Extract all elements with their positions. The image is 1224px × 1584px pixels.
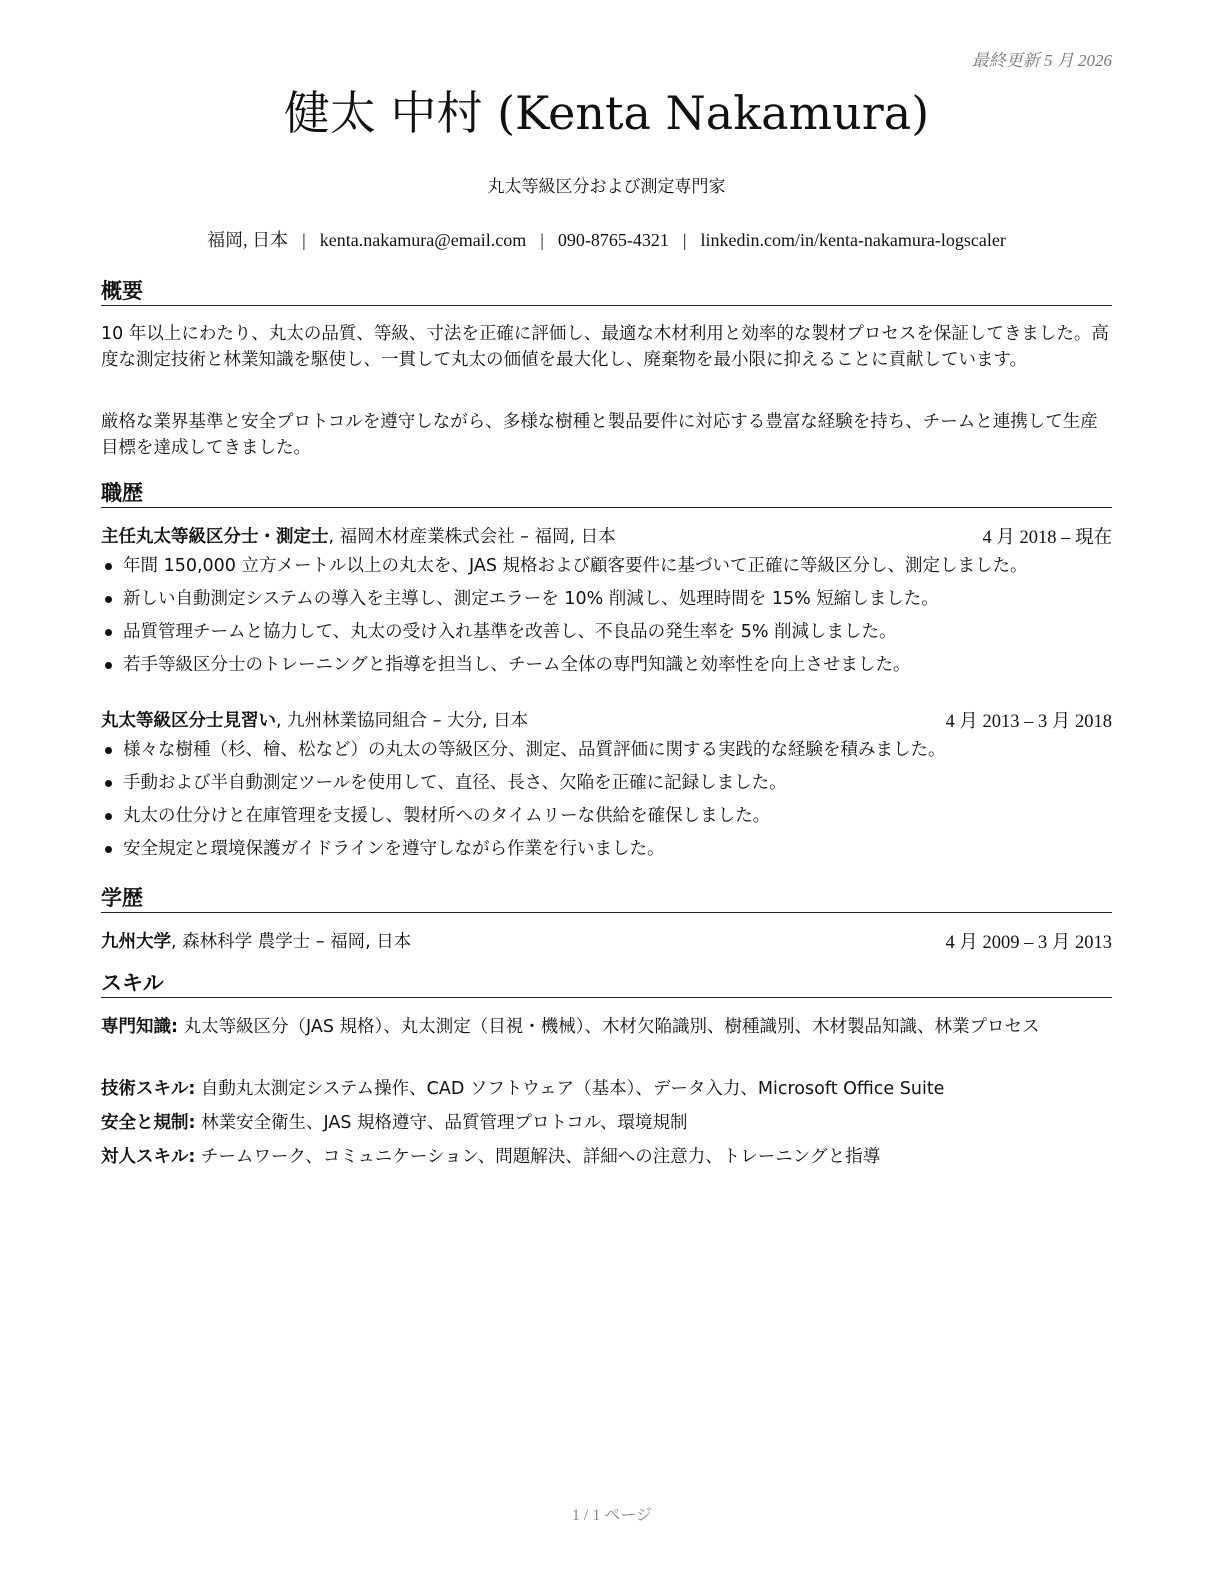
education-school: 九州大学 <box>101 932 171 952</box>
skill-row <box>101 1014 1112 1040</box>
contact-separator: | <box>682 230 687 250</box>
skill-row <box>101 1110 1112 1136</box>
list-item: 品質管理チームと協力して、丸太の受け入れ基準を改善し、不良品の発生率を 5% 削減しました。 <box>101 619 1112 652</box>
candidate-name: 健太 中村 (Kenta Nakamura) <box>283 86 930 140</box>
list-item: 丸太の仕分けと在庫管理を支援し、製材所へのタイムリーな供給を確保しました。 <box>101 803 1112 836</box>
job-header <box>101 523 1112 549</box>
education-dates: 4 月 2009 – 3 月 2013 <box>945 933 1112 953</box>
list-item: 年間 150,000 立方メートル以上の丸太を、JAS 規格および顧客要件に基づいて正確に等級区分し、測定しました。 <box>101 553 1112 586</box>
candidate-headline: 丸太等級区分および測定専門家 <box>487 177 726 197</box>
contact-separator: | <box>302 230 306 250</box>
skill-value: 丸太等級区分（JAS 規格）、丸太測定（目視・機械）、木材欠陥識別、樹種識別、木材製品知識、林業プロセス <box>178 1017 1040 1037</box>
list-item: 若手等級区分士のトレーニングと指導を担当し、チーム全体の専門知識と効率性を向上させました。 <box>101 652 1112 685</box>
contact-line <box>101 226 1112 252</box>
page-indicator: 1 / 1 ページ <box>571 1507 653 1524</box>
job-dates: 4 月 2018 – 現在 <box>982 528 1112 548</box>
skill-value: チームワーク、コミュニケーション、問題解決、詳細への注意力、トレーニングと指導 <box>195 1147 881 1167</box>
contact-separator: | <box>540 230 544 250</box>
summary-paragraph: 10 年以上にわたり、丸太の品質、等級、寸法を正確に評価し、最適な木材利用と効率的な製材プロセスを保証してきました。高度な測定技術と林業知識を駆使し、一貫して丸太の価値を最大化し、廃棄物を最小限に抑えることに貢献しています。 <box>101 324 1109 370</box>
list-item: 様々な樹種（杉、檜、松など）の丸太の等級区分、測定、品質評価に関する実践的な経験を積みました。 <box>101 737 1112 770</box>
section-title-experience: 職歴 <box>101 480 1112 508</box>
skill-value: 自動丸太測定システム操作、CAD ソフトウェア（基本）、データ入力、Microsoft Office Suite <box>195 1079 945 1099</box>
contact-linkedin-link[interactable]: linkedin.com/in/kenta-nakamura-logscaler <box>700 230 1006 250</box>
section-title-education: 学歴 <box>101 885 1112 913</box>
job-organization: , 九州林業協同組合 – 大分, 日本 <box>276 711 529 731</box>
last-updated-date: 最終更新 5 月 2026 <box>971 51 1112 70</box>
contact-email-link[interactable]: kenta.nakamura@email.com <box>319 230 527 250</box>
section-title-summary: 概要 <box>101 278 1112 306</box>
section-title-skills: スキル <box>101 970 1112 998</box>
skill-row <box>101 1144 1112 1170</box>
skill-value: 林業安全衛生、JAS 規格遵守、品質管理プロトコル、環境規制 <box>195 1113 688 1133</box>
job-dates: 4 月 2013 – 3 月 2018 <box>945 712 1112 732</box>
skill-label: 技術スキル: <box>101 1079 196 1099</box>
skill-label: 安全と規制: <box>101 1113 196 1133</box>
skill-label: 対人スキル: <box>101 1147 196 1167</box>
list-item: 新しい自動測定システムの導入を主導し、測定エラーを 10% 削減し、処理時間を 15% 短縮しました。 <box>101 586 1112 619</box>
job-organization: , 福岡木材産業株式会社 – 福岡, 日本 <box>328 527 616 547</box>
job-bullet-list <box>101 553 1112 685</box>
education-degree: , 森林科学 農学士 – 福岡, 日本 <box>171 932 412 952</box>
skill-row <box>101 1076 1112 1102</box>
list-item: 安全規定と環境保護ガイドラインを遵守しながら作業を行いました。 <box>101 836 1112 869</box>
job-role: 丸太等級区分士見習い <box>101 711 276 731</box>
contact-location: 福岡, 日本 <box>207 230 289 250</box>
job-role: 主任丸太等級区分士・測定士 <box>101 527 329 547</box>
education-entry <box>101 928 1112 954</box>
list-item: 手動および半自動測定ツールを使用して、直径、長さ、欠陥を正確に記録しました。 <box>101 770 1112 803</box>
job-header <box>101 707 1112 733</box>
contact-phone: 090-8765-4321 <box>557 230 669 250</box>
summary-paragraph: 厳格な業界基準と安全プロトコルを遵守しながら、多様な樹種と製品要件に対応する豊富な経験を持ち、チームと連携して生産目標を達成してきました。 <box>101 412 1098 458</box>
job-bullet-list <box>101 737 1112 869</box>
skill-label: 専門知識: <box>101 1017 178 1037</box>
